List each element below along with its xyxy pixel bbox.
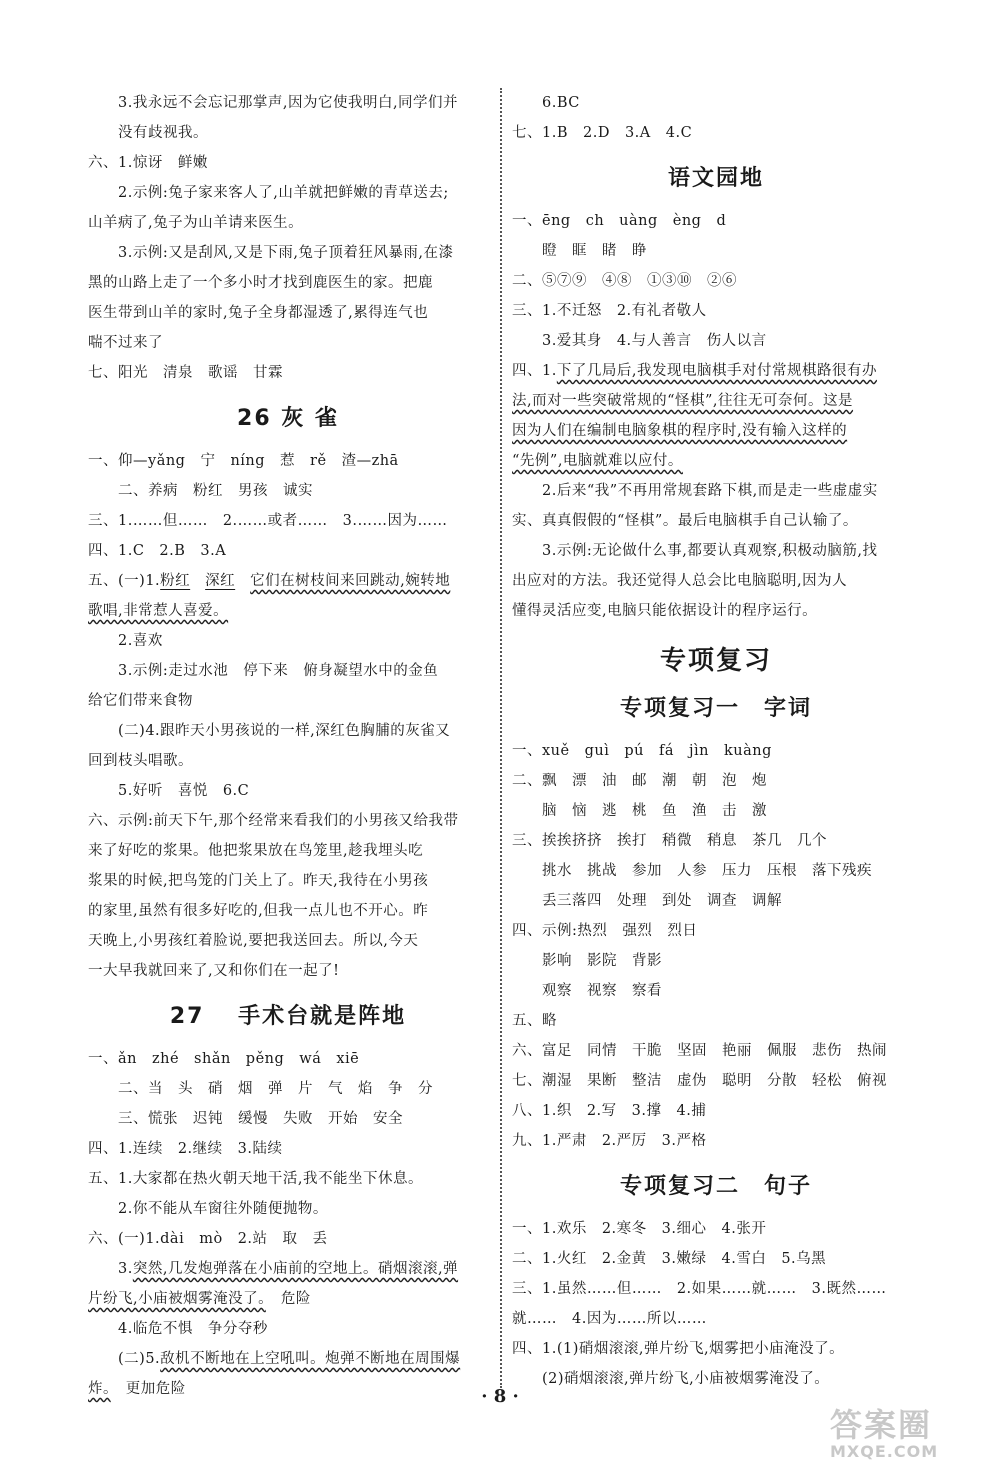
column-divider xyxy=(500,88,502,1388)
underlined-text: 因为人们在编制电脑象棋的程序时,没有输入这样的 xyxy=(512,423,848,439)
answer-line: 四、1.C 2.B 3.A xyxy=(88,543,227,559)
answer-line: 六、(一)1.dài mò 2.站 取 丢 xyxy=(88,1231,328,1247)
section-heading: 专项复习 xyxy=(659,646,772,676)
answer-line: 懂得灵活应变,电脑只能依据设计的程序运行。 xyxy=(512,603,818,619)
answer-line: 喘不过来了 xyxy=(88,335,163,351)
answer-line: 没有歧视我。 xyxy=(118,125,208,141)
answer-line: 一大早我就回来了,又和你们在一起了! xyxy=(88,963,340,979)
section-heading: 27 手术台就是阵地 xyxy=(169,1004,407,1029)
answer-line: 医生带到山羊的家时,兔子全身都湿透了,累得连气也 xyxy=(88,305,429,321)
answer-line: 七、阳光 清泉 歌谣 甘霖 xyxy=(88,365,283,381)
answer-line xyxy=(88,566,488,596)
answer-line xyxy=(512,446,920,476)
answer-line: 出应对的方法。我还觉得人总会比电脑聪明,因为人 xyxy=(512,573,848,589)
watermark-url: MXQE.COM xyxy=(830,1442,939,1461)
answer-line: 四、示例:热烈 强烈 烈日 xyxy=(512,923,698,939)
underlined-text: 粉红 xyxy=(160,573,191,589)
answer-line: 八、1.织 2.写 3.撑 4.捕 xyxy=(512,1103,707,1119)
answer-text: 危险 xyxy=(265,1291,311,1307)
underlined-text: 敌机不断地在上空吼叫。炮弹不断地在周围爆 xyxy=(160,1351,461,1367)
underlined-text: “先例”,电脑就难以应付。 xyxy=(512,453,683,469)
section-heading: 26 灰 雀 xyxy=(237,406,339,431)
answer-line: 3.爱其身 4.与人善言 伤人以言 xyxy=(542,333,767,349)
answer-line: 挑水 挑战 参加 人参 压力 压根 落下残疾 xyxy=(542,863,872,879)
answer-line: 一、仰—yǎng 宁 níng 惹 rě 渣—zhā xyxy=(88,453,399,469)
answer-line: (二)4.跟昨天小男孩说的一样,深红色胸脯的灰雀又 xyxy=(118,723,451,739)
answer-line: (2)硝烟滚滚,弹片纷飞,小庙被烟雾淹没了。 xyxy=(542,1371,830,1387)
answer-line: 二、当 头 硝 烟 弹 片 气 焰 争 分 xyxy=(118,1081,433,1097)
watermark-logo xyxy=(830,1400,990,1460)
section-heading: 专项复习二 句子 xyxy=(619,1174,812,1199)
answer-line: 一、xuě guì pú fá jìn kuàng xyxy=(512,743,772,759)
answer-line: 实、真真假假的“怪棋”。最后电脑棋手自己认输了。 xyxy=(512,513,858,529)
answer-line: 来了好吃的浆果。他把浆果放在鸟笼里,趁我埋头吃 xyxy=(88,843,424,859)
answer-line: 七、1.B 2.D 3.A 4.C xyxy=(512,125,693,141)
underlined-text: 炸。 xyxy=(88,1381,111,1397)
answer-line xyxy=(88,1284,488,1314)
answer-line: 一、1.欢乐 2.寒冬 3.细心 4.张开 xyxy=(512,1221,767,1237)
watermark-logo-text: 答案圈 xyxy=(830,1406,933,1444)
answer-line: 浆果的时候,把鸟笼的门关上了。昨天,我待在小男孩 xyxy=(88,873,429,889)
answer-line: 2.后来“我”不再用常规套路下棋,而是走一些虚虚实 xyxy=(542,483,878,499)
answer-text: 3. xyxy=(118,1261,133,1277)
answer-text xyxy=(235,573,250,589)
answer-line: 就…… 4.因为……所以…… xyxy=(512,1311,707,1327)
answer-line xyxy=(512,416,920,446)
section-heading: 语文园地 xyxy=(667,166,764,191)
answer-text: 更加危险 xyxy=(110,1381,186,1397)
answer-line: 回到枝头唱歌。 xyxy=(88,753,193,769)
answer-line: 2.喜欢 xyxy=(118,633,163,649)
answer-line: 丢三落四 处理 到处 调查 调解 xyxy=(542,893,782,909)
answer-line xyxy=(512,386,920,416)
answer-line: 五、1.大家都在热火朝天地干活,我不能坐下休息。 xyxy=(88,1171,423,1187)
answer-line: 瞪 眶 睹 睁 xyxy=(542,243,647,259)
answer-line: 三、1.……但…… 2.……或者…… 3.……因为…… xyxy=(88,513,448,529)
answer-line: 三、1.虽然……但…… 2.如果……就…… 3.既然…… xyxy=(512,1281,887,1297)
underlined-text: 片纷飞,小庙被烟雾淹没了。 xyxy=(88,1291,266,1307)
answer-line: 一、ēng ch uàng èng d xyxy=(512,213,727,229)
answer-line: 二、养病 粉红 男孩 诚实 xyxy=(118,483,313,499)
section-heading: 专项复习一 字词 xyxy=(619,696,812,721)
answer-line: 七、潮湿 果断 整洁 虚伪 聪明 分散 轻松 俯视 xyxy=(512,1073,887,1089)
right-column xyxy=(512,88,920,1394)
answer-line: 脑 恼 逃 桃 鱼 渔 击 激 xyxy=(542,803,767,819)
answer-line: 6.BC xyxy=(542,95,580,111)
answer-line: 4.临危不惧 争分夺秒 xyxy=(118,1321,268,1337)
answer-line: 3.示例:走过水池 停下来 俯身凝望水中的金鱼 xyxy=(118,663,439,679)
answer-line xyxy=(88,1254,488,1284)
answer-line: 3.示例:无论做什么事,都要认真观察,积极动脑筋,找 xyxy=(542,543,878,559)
answer-line: 2.示例:兔子家来客人了,山羊就把鲜嫩的青草送去; xyxy=(118,185,449,201)
answer-line xyxy=(88,1344,488,1374)
answer-line: 5.好听 喜悦 6.C xyxy=(118,783,250,799)
underlined-text: 深红 xyxy=(205,573,236,589)
answer-line: 二、1.火红 2.金黄 3.嫩绿 4.雪白 5.乌黑 xyxy=(512,1251,827,1267)
answer-line: 观察 视察 察看 xyxy=(542,983,662,999)
answer-line: 九、1.严肃 2.严厉 3.严格 xyxy=(512,1133,707,1149)
answer-line: 二、飘 漂 油 邮 潮 朝 泡 炮 xyxy=(512,773,767,789)
answer-line: 黑的山路上走了一个多小时才找到鹿医生的家。把鹿 xyxy=(88,275,433,291)
underlined-text: 法,而对一些突破常规的“怪棋”,往往无可奈何。这是 xyxy=(512,393,854,409)
answer-text: 五、(一)1. xyxy=(88,573,161,589)
answer-line: 一、ǎn zhé shǎn pěng wá xiē xyxy=(88,1051,360,1067)
answer-line: 六、示例:前天下午,那个经常来看我们的小男孩又给我带 xyxy=(88,813,459,829)
answer-text: (二)5. xyxy=(118,1351,161,1367)
answer-line: 六、富足 同情 干脆 坚固 艳丽 佩服 悲伤 热闹 xyxy=(512,1043,887,1059)
answer-line: 三、挨挨挤挤 挨打 稍微 稍息 茶几 几个 xyxy=(512,833,827,849)
answer-line: 五、略 xyxy=(512,1013,557,1029)
answer-line: 四、1.(1)硝烟滚滚,弹片纷飞,烟雾把小庙淹没了。 xyxy=(512,1341,845,1357)
answer-line: 3.我永远不会忘记那掌声,因为它使我明白,同学们并 xyxy=(118,95,459,111)
answer-line: 四、1.连续 2.继续 3.陆续 xyxy=(88,1141,283,1157)
answer-text xyxy=(190,573,205,589)
page-number: · 8 · xyxy=(481,1386,519,1407)
underlined-text: 歌唱,非常惹人喜爱。 xyxy=(88,603,229,619)
answer-line: 给它们带来食物 xyxy=(88,693,193,709)
answer-line: 影响 影院 背影 xyxy=(542,953,662,969)
answer-text: 四、1. xyxy=(512,363,557,379)
answer-line: 三、1.不迁怒 2.有礼者敬人 xyxy=(512,303,707,319)
answer-line: 天晚上,小男孩红着脸说,要把我送回去。所以,今天 xyxy=(88,933,419,949)
underlined-text: 它们在树枝间来回跳动,婉转地 xyxy=(250,573,451,589)
answer-line: 山羊病了,兔子为山羊请来医生。 xyxy=(88,215,304,231)
underlined-text: 突然,几发炮弹落在小庙前的空地上。 xyxy=(132,1261,378,1277)
answer-line: 3.示例:又是刮风,又是下雨,兔子顶着狂风暴雨,在漆 xyxy=(118,245,454,261)
underlined-text: 硝烟滚滚,弹 xyxy=(377,1261,459,1277)
left-column xyxy=(88,88,488,1404)
answer-line: 的家里,虽然有很多好吃的,但我一点儿也不开心。昨 xyxy=(88,903,429,919)
answer-line: 三、慌张 迟钝 缓慢 失败 开始 安全 xyxy=(118,1111,403,1127)
underlined-text: 下了几局后,我发现电脑棋手对付常规棋路很有办 xyxy=(556,363,877,379)
answer-line: 2.你不能从车窗往外随便抛物。 xyxy=(118,1201,328,1217)
answer-line xyxy=(512,356,920,386)
answer-line: 二、⑤⑦⑨ ④⑧ ①③⑩ ②⑥ xyxy=(512,273,737,289)
answer-line xyxy=(88,596,488,626)
answer-line: 六、1.惊讶 鲜嫩 xyxy=(88,155,208,171)
